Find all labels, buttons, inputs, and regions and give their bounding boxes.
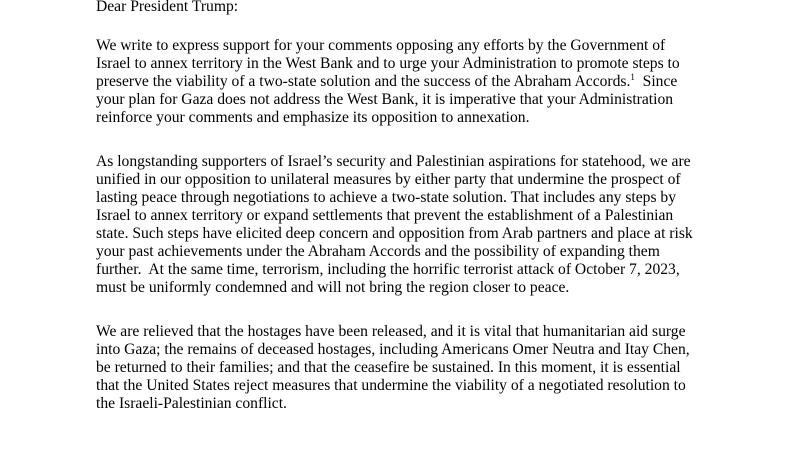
paragraph-3-line-1: We are relieved that the hostages have been released, and it is vital that humanitarian aid surge xyxy=(96,323,686,340)
paragraph-2-line-6: your past achievements under the Abraham Accords and the possibility of expanding them xyxy=(96,243,660,260)
paragraph-3-line-4: that the United States reject measures that undermine the viability of a negotiated resolution to xyxy=(96,377,686,394)
paragraph-1-line-1: We write to express support for your comments opposing any efforts by the Government of xyxy=(96,37,666,54)
paragraph-3-line-5: the Israeli-Palestinian conflict. xyxy=(96,395,287,412)
paragraph-2-line-2: unified in our opposition to unilateral measures by either party that undermine the prospect of xyxy=(96,171,681,188)
paragraph-2-line-4: Israel to annex territory or expand settlements that prevent the establishment of a Palestinian xyxy=(96,207,674,224)
paragraph-1-line-2: Israel to annex territory in the West Bank and to urge your Administration to promote steps to xyxy=(96,55,680,72)
paragraph-2-line-7: further. At the same time, terrorism, including the horrific terrorist attack of October 7, 2023, xyxy=(96,261,680,278)
paragraph-2-line-5: state. Such steps have elicited deep concern and opposition from Arab partners and place at risk xyxy=(96,225,693,242)
paragraph-1-line-5: reinforce your comments and emphasize its opposition to annexation. xyxy=(96,109,530,126)
paragraph-2-line-8: must be uniformly condemned and will not bring the region closer to peace. xyxy=(96,279,570,296)
footnote-marker: 1 xyxy=(630,72,635,82)
paragraph-3-line-3: be returned to their families; and that the ceasefire be sustained. In this moment, it is essential xyxy=(96,359,681,376)
paragraph-1-line-4: your plan for Gaza does not address the West Bank, it is imperative that your Administration xyxy=(96,91,674,108)
paragraph-3-line-2: into Gaza; the remains of deceased hostages, including Americans Omer Neutra and Itay Chen, xyxy=(96,341,690,358)
paragraph-1-line-3-text: preserve the viability of a two-state solution and the success of the Abraham Accords. xyxy=(96,73,631,90)
paragraph-1-line-3 xyxy=(96,73,677,91)
paragraph-2-line-1: As longstanding supporters of Israel’s security and Palestinian aspirations for statehood, we are xyxy=(96,153,691,170)
salutation: Dear President Trump: xyxy=(96,0,239,15)
paragraph-1-line-3-continuation: Since xyxy=(634,73,678,90)
paragraph-2-line-3: lasting peace through negotiations to achieve a two-state solution. That includes any steps by xyxy=(96,189,677,206)
